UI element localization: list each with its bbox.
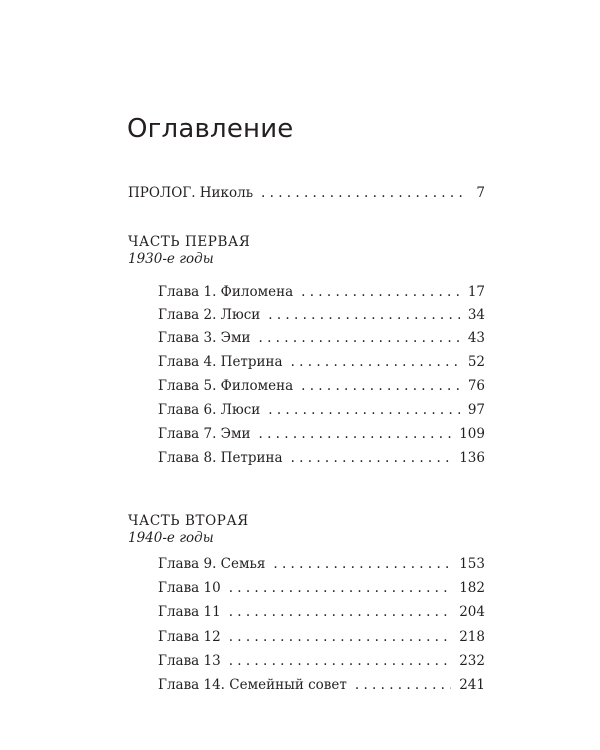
toc-entry-label: Глава 4. Петрина (158, 354, 283, 370)
toc-entry-label: Глава 7. Эми (158, 426, 251, 442)
toc-entry-chapter (158, 283, 485, 301)
toc-entry-label: Глава 12 (158, 629, 221, 645)
toc-entry-label: Глава 6. Люси (158, 402, 261, 418)
dot-leader (291, 353, 460, 371)
toc-entry-label: Глава 9. Семья (158, 556, 266, 572)
toc-entry-page: 43 (467, 330, 485, 346)
part-heading: ЧАСТЬ ВТОРАЯ (128, 513, 249, 529)
dot-leader (268, 401, 460, 419)
page-title: Оглавление (127, 114, 294, 144)
toc-entry-label: Глава 1. Филомена (158, 284, 294, 300)
toc-entry-page: 109 (459, 426, 485, 442)
toc-entry-page: 52 (467, 354, 485, 370)
toc-entry-chapter (158, 425, 485, 443)
toc-entry-page: 34 (467, 307, 485, 323)
dot-leader (355, 676, 451, 694)
toc-entry-label: Глава 14. Семейный совет (158, 677, 347, 693)
toc-entry-label: Глава 5. Филомена (158, 378, 294, 394)
toc-entry-page: 218 (459, 629, 485, 645)
toc-entry-label: Глава 10 (158, 580, 221, 596)
toc-entry-chapter (158, 555, 485, 573)
toc-entry-page: 76 (467, 378, 485, 394)
dot-leader (229, 603, 452, 621)
toc-entry-page: 153 (459, 556, 485, 572)
toc-entry-page: 7 (476, 185, 485, 201)
toc-entry-page: 204 (459, 604, 485, 620)
toc-entry-page: 182 (459, 580, 485, 596)
toc-entry-chapter (158, 579, 485, 597)
dot-leader (259, 329, 460, 347)
dot-leader (301, 377, 460, 395)
toc-entry-label: ПРОЛОГ. Николь (128, 185, 254, 201)
part-subtitle: 1940-е годы (128, 530, 214, 546)
dot-leader (259, 425, 452, 443)
dot-leader (273, 555, 451, 573)
toc-entry-chapter (158, 329, 485, 347)
toc-entry-label: Глава 11 (158, 604, 221, 620)
toc-entry-chapter (158, 353, 485, 371)
dot-leader (301, 283, 460, 301)
toc-entry-page: 136 (459, 450, 485, 466)
toc-entry-chapter (158, 377, 485, 395)
toc-entry-label: Глава 13 (158, 653, 221, 669)
dot-leader (229, 579, 452, 597)
toc-entry-page: 232 (459, 653, 485, 669)
toc-entry-chapter (158, 652, 485, 670)
part-heading: ЧАСТЬ ПЕРВАЯ (128, 234, 251, 250)
toc-entry-label: Глава 8. Петрина (158, 450, 283, 466)
toc-entry-label: Глава 2. Люси (158, 307, 261, 323)
toc-entry-chapter (158, 401, 485, 419)
dot-leader (261, 184, 463, 202)
toc-entry-chapter (158, 306, 485, 324)
dot-leader (229, 652, 452, 670)
toc-entry-chapter (158, 449, 485, 467)
toc-entry-label: Глава 3. Эми (158, 330, 251, 346)
toc-entry-chapter (158, 603, 485, 621)
dot-leader (268, 306, 460, 324)
dot-leader (291, 449, 452, 467)
part-subtitle: 1930-е годы (128, 251, 214, 267)
toc-entry-chapter (158, 628, 485, 646)
toc-entry-chapter (158, 676, 485, 694)
toc-entry-page: 17 (467, 284, 485, 300)
dot-leader (229, 628, 452, 646)
toc-entry-page: 97 (467, 402, 485, 418)
toc-entry-prologue (128, 184, 485, 202)
toc-entry-page: 241 (459, 677, 485, 693)
